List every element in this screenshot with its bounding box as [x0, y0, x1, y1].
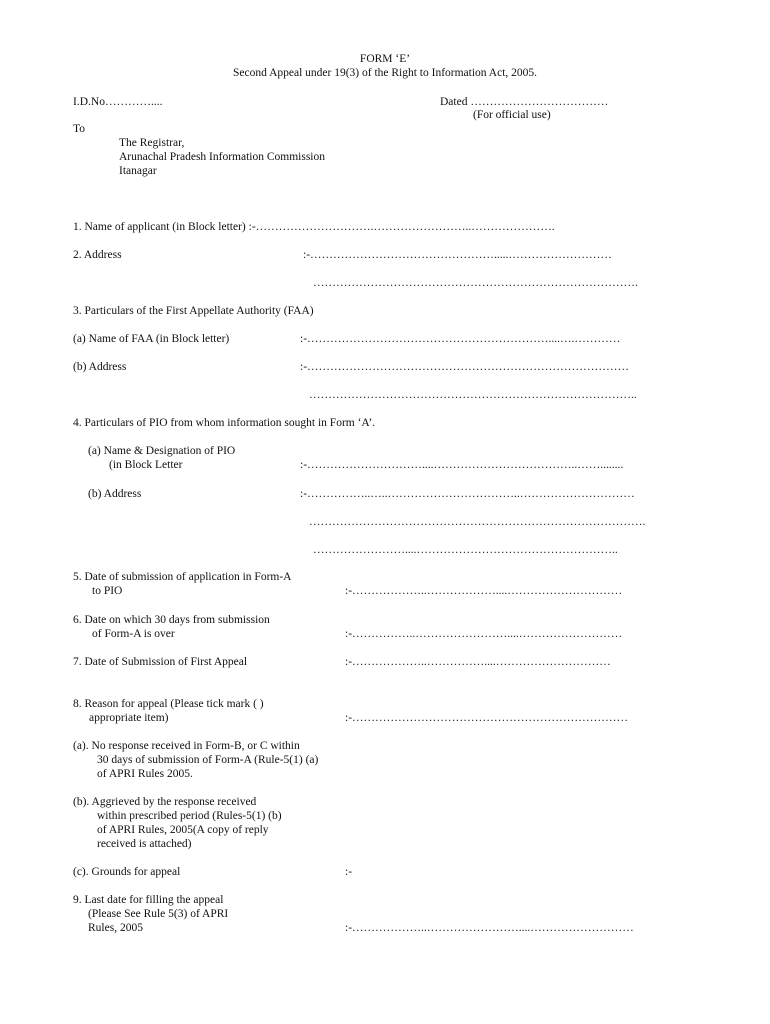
- address-line-1: :-………………………………………….....………………………: [303, 249, 612, 261]
- faa-name-label: (a) Name of FAA (in Block letter): [73, 333, 230, 345]
- pio-heading: 4. Particulars of PIO from whom information sought in Form ‘A’.: [73, 417, 376, 429]
- form-title: FORM ‘E’: [359, 53, 411, 65]
- pio-address-line-2: …………………………………………………………………………….: [309, 516, 646, 528]
- faa-address-label: (b) Address: [73, 361, 127, 373]
- q8b-line-3: of APRI Rules, 2005(A copy of reply: [97, 824, 269, 836]
- q8b-line-1: (b). Aggrieved by the response received: [73, 796, 257, 808]
- official-use-note: (For official use): [473, 109, 551, 121]
- q7-label: 7. Date of Submission of First Appeal: [73, 656, 248, 668]
- q5-label-1: 5. Date of submission of application in Form-A: [73, 571, 292, 583]
- q8c-label: (c). Grounds for appeal: [73, 866, 181, 878]
- to-label: To: [73, 123, 85, 135]
- q8b-line-4: received is attached): [97, 838, 192, 850]
- dated-field: Dated ………………………………: [440, 96, 609, 108]
- q8c-line: :-: [345, 866, 353, 878]
- q9-line: :-………………..……………………....………………………: [345, 922, 634, 934]
- q5-line: :-………………..………………....…………………………: [345, 585, 623, 597]
- q7-line: :-………………..……………....…………………………: [345, 656, 611, 668]
- q8-label-1: 8. Reason for appeal (Please tick mark ( ): [73, 698, 264, 710]
- q6-label-1: 6. Date on which 30 days from submission: [73, 614, 270, 626]
- id-number-field: I.D.No…………....: [73, 96, 163, 108]
- addressee-line-2: Arunachal Pradesh Information Commission: [119, 151, 326, 163]
- faa-address-line-1: :-…………………………………………………………………………: [300, 361, 630, 373]
- q5-label-2: to PIO: [92, 585, 123, 597]
- q8-label-2: appropriate item): [89, 712, 169, 724]
- faa-address-line-2: …………………………………………………………………………..: [309, 389, 637, 401]
- addressee-line-1: The Registrar,: [119, 137, 185, 149]
- addressee-line-3: Itanagar: [119, 165, 157, 177]
- pio-name-label-2: (in Block Letter: [109, 459, 183, 471]
- q9-label-2: (Please See Rule 5(3) of APRI: [88, 908, 229, 920]
- q8a-line-1: (a). No response received in Form-B, or C within: [73, 740, 300, 752]
- pio-name-line: :-…………………………....………………………………..……........: [300, 459, 624, 471]
- q6-label-2: of Form-A is over: [92, 628, 175, 640]
- q9-label-1: 9. Last date for filling the appeal: [73, 894, 224, 906]
- address-line-2: ………………………………………………………………………….: [313, 277, 638, 289]
- pio-name-label: (a) Name & Designation of PIO: [88, 445, 236, 457]
- faa-heading: 3. Particulars of the First Appellate Authority (FAA): [73, 305, 314, 317]
- faa-name-line: :-………………………………………………………....….…………: [300, 333, 621, 345]
- address-label: 2. Address: [73, 249, 122, 261]
- q9-label-3: Rules, 2005: [88, 922, 143, 934]
- pio-address-label: (b) Address: [88, 488, 142, 500]
- q8a-line-2: 30 days of submission of Form-A (Rule-5(1) (a): [97, 754, 319, 766]
- q6-line: :-……………..……………………....………………………: [345, 628, 623, 640]
- pio-address-line-1: :-……………..…..……………………………..…………………………: [300, 488, 635, 500]
- q8-line: :-………………………………………………………………: [345, 712, 629, 724]
- applicant-name-field: 1. Name of applicant (in Block letter) :-………………………….……………………..………………….: [73, 221, 555, 233]
- form-subtitle: Second Appeal under 19(3) of the Right to Information Act, 2005.: [232, 67, 538, 79]
- q8b-line-2: within prescribed period (Rules-5(1) (b): [97, 810, 282, 822]
- q8a-line-3: of APRI Rules 2005.: [97, 768, 193, 780]
- pio-address-line-3: ……………………....……………………………………………..: [313, 544, 618, 556]
